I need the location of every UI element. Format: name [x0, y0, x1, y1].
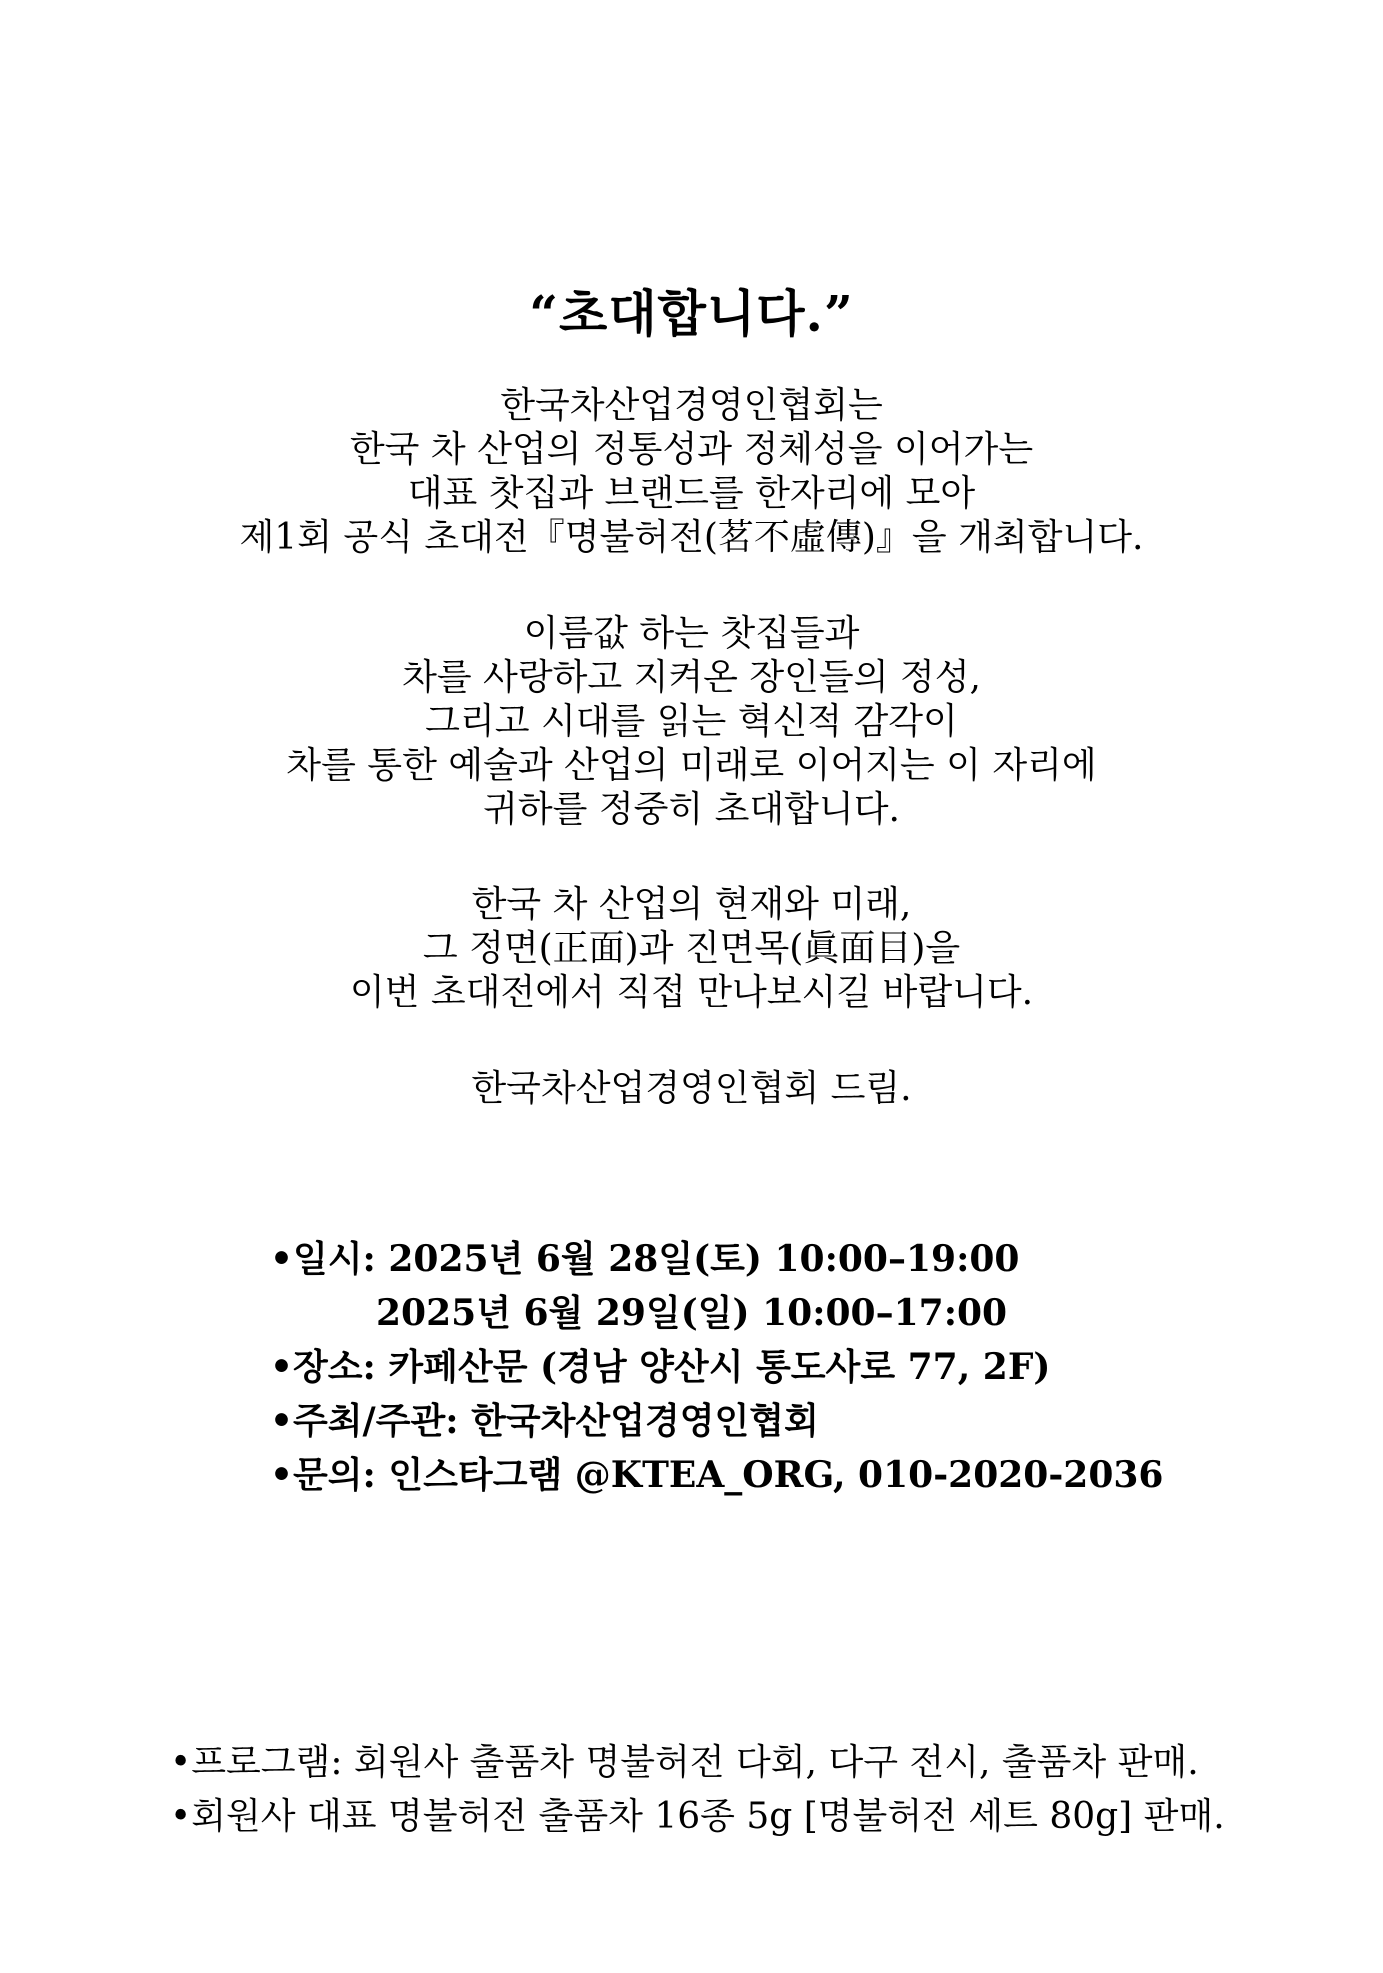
- date-line-first: •일시: 2025년 6월 28일(토) 10:00–19:00: [270, 1238, 1020, 1280]
- program-notes: [170, 1736, 1225, 1844]
- closing-paragraph: [0, 883, 1383, 1015]
- intro-line: 한국 차 산업의 정통성과 정체성을 이어가는: [349, 429, 1034, 470]
- intro-paragraph: [0, 384, 1383, 560]
- date-line-second: 2025년 6월 29일(일) 10:00–17:00: [376, 1292, 1008, 1334]
- sale-line: •회원사 대표 명불허전 출품차 16종 5g [명불허전 세트 80g] 판매.: [170, 1796, 1225, 1837]
- closing-line: 그 정면(正面)과 진면목(眞面目)을: [422, 928, 961, 969]
- invitation-paragraph: [0, 612, 1383, 832]
- closing-line: 한국 차 산업의 현재와 미래,: [471, 884, 912, 925]
- intro-line: 한국차산업경영인협회는: [500, 385, 883, 426]
- invitation-line: 이름값 하는 찻집들과: [523, 613, 860, 654]
- intro-line: 제1회 공식 초대전『명불허전(茗不虛傳)』을 개최합니다.: [239, 517, 1144, 558]
- program-line: •프로그램: 회원사 출품차 명불허전 다회, 다구 전시, 출품차 판매.: [170, 1742, 1199, 1783]
- signature-paragraph: [0, 1067, 1383, 1111]
- event-details: [270, 1232, 1163, 1502]
- closing-line: 이번 초대전에서 직접 만나보시길 바랍니다.: [349, 972, 1034, 1013]
- page-title: “초대합니다.”: [529, 284, 854, 343]
- venue-line: •장소: 카페산문 (경남 양산시 통도사로 77, 2F): [270, 1346, 1051, 1388]
- contact-line: •문의: 인스타그램 @KTEA_ORG, 010-2020-2036: [270, 1454, 1164, 1496]
- intro-line: 대표 찻집과 브랜드를 한자리에 모아: [407, 473, 976, 514]
- invitation-line: 차를 사랑하고 지켜온 장인들의 정성,: [402, 657, 981, 698]
- signature: 한국차산업경영인협회 드림.: [471, 1068, 912, 1109]
- invitation-line: 그리고 시대를 읽는 혁신적 감각이: [425, 701, 958, 742]
- invitation-line: 차를 통한 예술과 산업의 미래로 이어지는 이 자리에: [286, 745, 1097, 786]
- host-line: •주최/주관: 한국차산업경영인협회: [270, 1400, 819, 1442]
- invitation-line: 귀하를 정중히 초대합니다.: [483, 789, 900, 830]
